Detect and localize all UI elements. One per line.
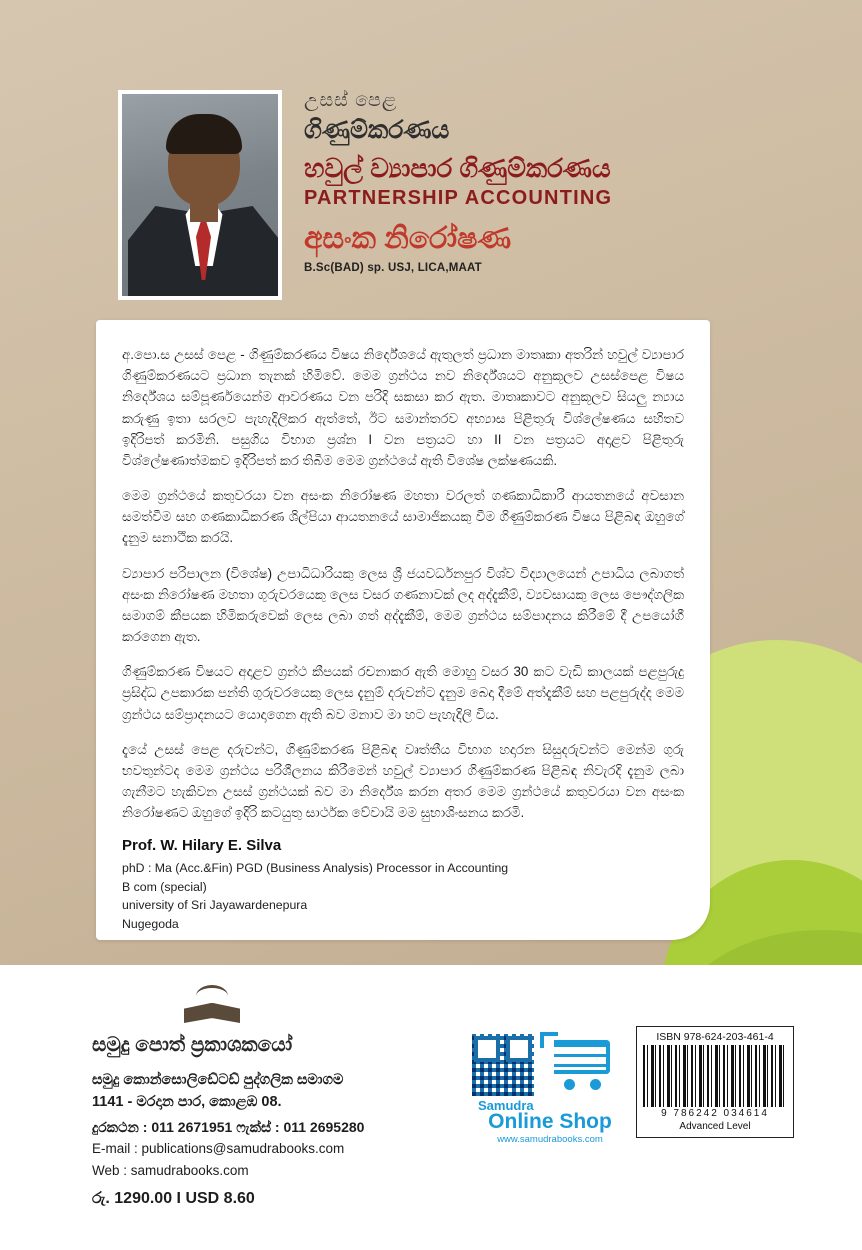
author-qualifications: B.Sc(BAD) sp. USJ, LICA,MAAT — [304, 261, 482, 274]
endorsement-block — [122, 837, 684, 933]
price-label: රු. 1290.00 I USD 8.60 — [92, 1189, 255, 1207]
shopping-cart-icon — [540, 1030, 616, 1092]
isbn-code: ISBN 978-624-203-461-4 — [656, 1031, 774, 1043]
barcode-digits: 9 786242 034614 — [661, 1108, 769, 1119]
endorser-credential: Nugegoda — [122, 916, 179, 931]
author-portrait — [118, 90, 282, 300]
author-name: අසංක නිරෝෂණ — [304, 221, 512, 255]
isbn-barcode-box — [636, 1026, 794, 1138]
description-paragraph: අ.පො.ස උසස් පෙළ - ගිණුම්කරණය විෂය නිර්දේශයේ ඇතුලත් ප්‍රධාන මාතෘකා අතරින් හවුල් ව්‍යාපාර ගිණුම්කරණයට ප්‍රධාන තැනක් හිමිවේ. මෙම ග්‍රන්ථය නව නිර්දේශයට අනුකූලව උසස්පෙළ විෂය නිර්දේශය සම්පූර්ණයෙන්ම ආවරණය වන පරිදි සකසා කර ඇත. මාතෘකාවට අනුකූලව සියලු න්‍යාය කරුණු ඉතා සරලව පැහැදිලිකර ඇත්තේ, ඊට සමාන්තරව අභ්‍යාස පිළිතුරු විශ්ලේෂණය සහිතව ඉදිරිපත් කරමිනි. පසුගිය විභාග ප්‍රශ්න I වන පත්‍රයට හා II වන පත්‍රයට අදාළව පිළිතුරු විශ්ලේෂණාත්මකව ඉදිරිපත් කර තිබීම මෙම ග්‍රන්ථයේ ඇති විශේෂ ලක්ෂණයකි. — [122, 347, 684, 468]
title-topic-sinhala: හවුල් ව්‍යාපාර ගිණුම්කරණය — [304, 153, 611, 184]
endorser-name: Prof. W. Hilary E. Silva — [122, 837, 282, 855]
publisher-block — [92, 985, 522, 1208]
title-grade-line: උසස් පෙළ — [304, 90, 398, 111]
publisher-address: 1141 - මරදාන පාර, කොළඹ 08. — [92, 1094, 282, 1111]
open-book-icon — [180, 985, 244, 1027]
title-block — [304, 90, 764, 274]
title-topic-english: PARTNERSHIP ACCOUNTING — [304, 186, 613, 209]
barcode-bars — [643, 1045, 787, 1107]
description-paragraph: මෙම ග්‍රන්ථයේ කතුවරයා වන අසංක නිරෝෂණ මහතා වරලත් ගණකාධිකාරී ආයතනයේ අවසාන සමත්වීම සහ ගණකාධිකරණ ශිල්පියා ආයතනයේ සාමාජිකයකු වීම ගිණුම්කරණ විෂය පිළිබඳ ඔහුගේ දැනුම සනාථික කරයි. — [122, 488, 684, 546]
publisher-web[interactable]: Web : samudrabooks.com — [92, 1162, 249, 1178]
endorser-credential: university of Sri Jayawardenepura — [122, 898, 308, 913]
portrait-hair — [166, 114, 242, 154]
description-paragraph: ව්‍යාපාර පරිපාලන (විශේෂ) උපාධිධාරියකු ලෙස ශ්‍රී ජයවර්ධනපුර විශ්ව විද්‍යාලයෙන් උපාධිය ලබාගත් අසංක නිරෝෂණ මහතා ගුරුවරයෙකු ලෙස වසර ගණනාවක් ලද අද්දැකීම්, ව්‍යවසායකු ලෙස පෞද්ගලික සමාගම් කීපයක හිමිකරුවෙක් ලෙස ලබා ගත් අද්දැකීම්, මෙම ග්‍රන්ථය සම්පාදනය කිරීමේ දී උපයෝගී කරගෙන ඇත. — [122, 565, 684, 645]
description-paragraph: දැයේ උසස් පෙළ දරුවන්ට, ගිණුම්කරණ පිළිබඳ වෘත්තීය විභාග හදාරන සිසුදරුවන්ට මෙන්ම ගුරු භවතුන්ටද මෙම ග්‍රන්ථය පරිශීලනය කිරීමෙන් හවුල් ව්‍යාපාර ගිණුම්කරණ පිළිබඳ නිවැරදි දැනුම ලබා ගැනීමට හැකිවන උසස් ග්‍රන්ථයක් බව මා නිර්දේශ කරන අතර මෙම ග්‍රන්ථයේ කතුවරයා වන අසංක නිරෝෂණට ඔහුගේ ඉදිරි කටයුතු සාර්ථක වේවායි මම සුභාශිංසනය කරමි. — [122, 741, 684, 821]
publisher-name: සමුදු පොත් ප්‍රකාශකයෝ — [92, 1034, 293, 1056]
publisher-logo-wrap — [92, 985, 522, 1032]
publisher-company: සමුදු කොන්සොලිඩේටඩ් පුද්ගලික සමාගම — [92, 1072, 344, 1088]
shop-title-label: Online Shop — [488, 1110, 612, 1133]
endorser-credential: B com (special) — [122, 879, 207, 894]
isbn-level-label: Advanced Level — [679, 1121, 751, 1132]
description-panel — [96, 320, 710, 940]
shop-brand-label: Samudra — [478, 1098, 534, 1113]
qr-code-icon[interactable] — [470, 1032, 536, 1098]
publisher-phone: දුරකථන : 011 2671951 ෆැක්ස් : 011 2695280 — [92, 1118, 365, 1135]
shop-url-label[interactable]: www.samudrabooks.com — [497, 1134, 603, 1145]
publisher-email[interactable]: E-mail : publications@samudrabooks.com — [92, 1141, 345, 1157]
title-subject-line: ගිණුම්කරණය — [304, 115, 450, 144]
cover-header — [118, 90, 758, 305]
description-paragraph: ගිණුම්කරණ විෂයට අදාළව ග්‍රන්ථ කීපයක් රචනාකර ඇති මොහු වසර 30 කට වැඩි කාලයක් පළපුරුදු ප්‍රසිද්ධ උපකාරක පන්ති ගුරුවරයෙකු ලෙස දැනුම් දරුවන්ට දැනුම බෙදා දීමේ අත්දැකීම් සහ පළපුරුද්ද මෙම ග්‍රන්ථය සම්ප්‍රාදනයට යොදාගෙන ඇති බව මනාව මා හට පැහැදිලි විය. — [122, 664, 684, 722]
endorser-credential: phD : Ma (Acc.&Fin) PGD (Business Analysis) Processor in Accounting — [122, 861, 509, 876]
